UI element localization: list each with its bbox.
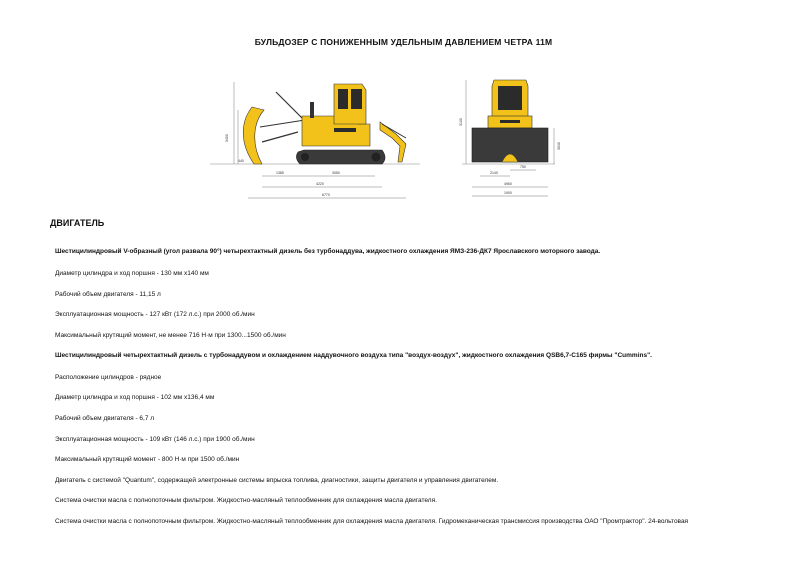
dim-side-5: 440 — [238, 159, 244, 163]
dim-side-1: 1385 — [276, 171, 284, 175]
dim-front-5: 1900 — [504, 191, 512, 195]
dim-front-4: 4960 — [504, 182, 512, 186]
dim-side-2: 3050 — [332, 171, 340, 175]
dim-side-0: 3400 — [225, 134, 229, 142]
text-line-10: Максимальный крутящий момент - 800 Н·м при 1500 об./мин — [55, 456, 240, 463]
text-line-6: Расположение цилиндров - рядное — [55, 374, 162, 381]
bulldozer-front-view — [459, 80, 561, 196]
text-line-1: Диаметр цилиндра и ход поршня - 130 мм х140 мм — [55, 270, 209, 277]
text-line-12: Система очистки масла с полнопоточным фильтром. Жидкостно-масляный теплообменник для охлаждения масла двигателя. — [55, 497, 437, 504]
document-title: БУЛЬДОЗЕР С ПОНИЖЕННЫМ УДЕЛЬНЫМ ДАВЛЕНИЕМ ЧЕТРА 11М — [254, 37, 553, 47]
text-line-9: Эксплуатационная мощность - 109 кВт (146 л.с.) при 1900 об./мин — [55, 436, 255, 443]
bulldozer-side-view — [210, 82, 420, 198]
text-line-4: Максимальный крутящий момент, не менее 716 Н·м при 1300...1500 об./мин — [55, 332, 286, 339]
dim-side-3: 4220 — [316, 182, 324, 186]
text-line-5: Шестицилиндровый четырехтактный дизель с турбонаддувом и охлаждением наддувочного воздуха типа "воздух-воздух", жидкостного охлаждения QSB6,7-C165 фирмы "Cummins". — [55, 352, 652, 359]
dim-front-0: 3100 — [459, 118, 463, 126]
text-line-11: Двигатель с системой "Quantum", содержащей электронные системы впрыска топлива, диагностики, защиты двигателя и управления двигателем. — [55, 477, 499, 484]
text-line-0: Шестицилиндровый V-образный (угол развала 90°) четырехтактный дизель без турбонаддува, жидкостного охлаждения ЯМЗ-236-ДК7 Ярославского моторного завода. — [55, 248, 601, 255]
text-line-2: Рабочий объем двигателя - 11,15 л — [55, 291, 161, 298]
text-line-3: Эксплуатационная мощность - 127 кВт (172 л.с.) при 2000 об./мин — [55, 311, 255, 318]
dim-side-4: 6770 — [322, 193, 330, 197]
bulldozer-drawings — [210, 72, 580, 207]
text-line-8: Рабочий объем двигателя - 6,7 л — [55, 415, 155, 422]
dim-front-2: 2140 — [490, 171, 498, 175]
dim-front-1: 3040 — [557, 142, 561, 150]
text-line-7: Диаметр цилиндра и ход поршня - 102 мм х136,4 мм — [55, 394, 215, 401]
text-line-13: Система очистки масла с полнопоточным фильтром. Жидкостно-масляный теплообменник для охлаждения масла двигателя. Гидромеханическая трансмиссия производства ОАО "Промтрактор". 24-вольтовая — [55, 518, 689, 525]
section-heading-engine: ДВИГАТЕЛЬ — [50, 218, 105, 228]
dim-front-3: 750 — [520, 165, 526, 169]
